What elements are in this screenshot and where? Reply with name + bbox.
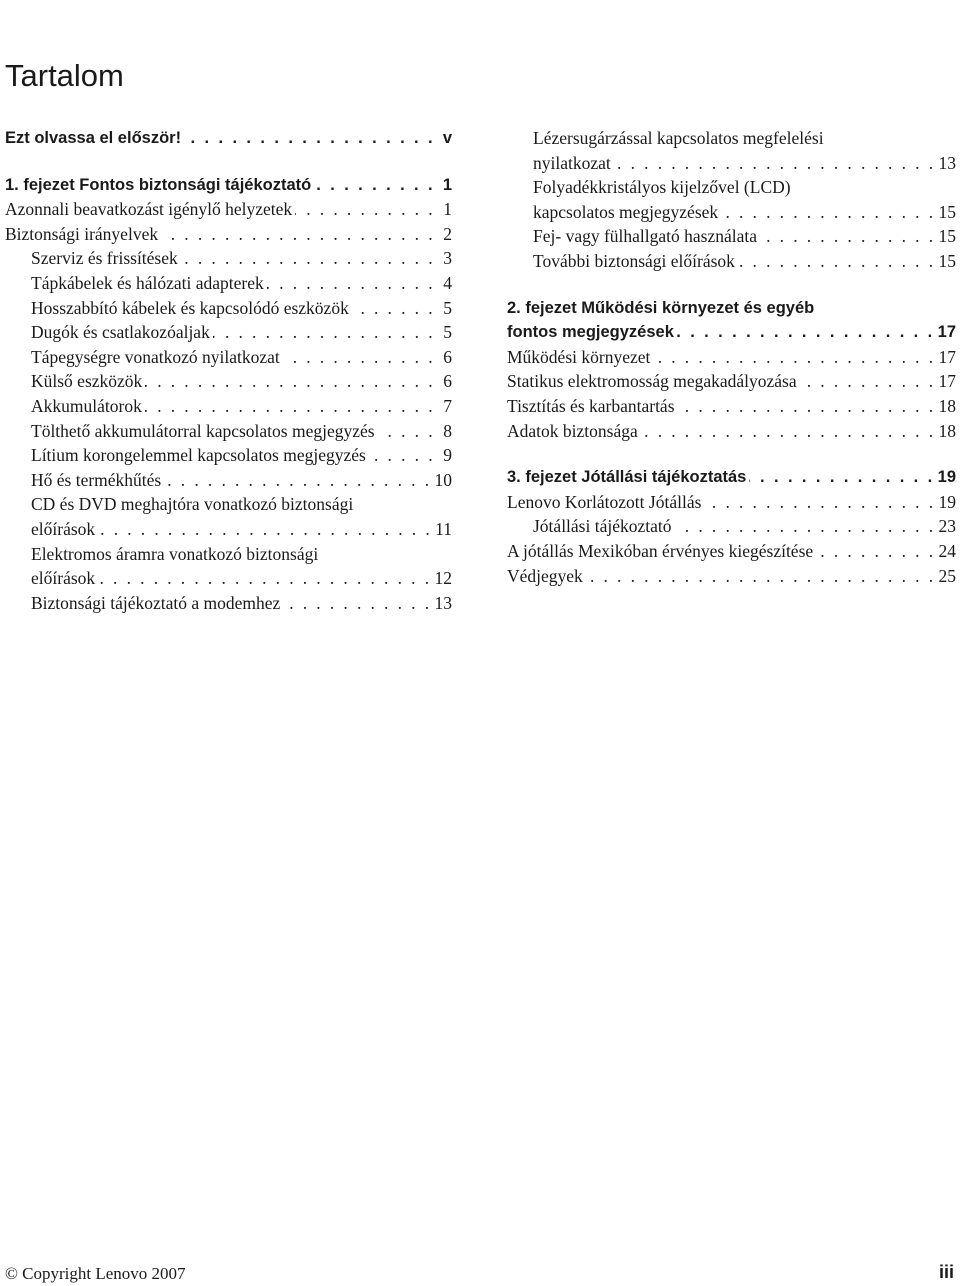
- toc-entry-title: Azonnali beavatkozást igénylő helyzetek: [5, 199, 293, 220]
- toc-entry[interactable]: [5, 369, 452, 394]
- toc-chapter-entry[interactable]: [5, 126, 452, 151]
- toc-page-number: v: [442, 129, 452, 147]
- toc-entry[interactable]: [5, 394, 452, 419]
- toc-page-number: 3: [443, 248, 452, 269]
- toc-chapter-entry[interactable]: [507, 465, 956, 490]
- dot-leader: [161, 222, 435, 247]
- toc-entry-title-continued: előírások: [31, 518, 96, 539]
- toc-page-number: 15: [938, 201, 956, 222]
- toc-entry-title: Tápegységre vonatkozó nyilatkozat: [31, 346, 280, 367]
- toc-entry-title: Ezt olvassa el először!: [5, 129, 182, 147]
- dot-leader: [586, 564, 936, 589]
- toc-page-number: 4: [443, 272, 452, 293]
- dot-leader: [295, 197, 435, 222]
- toc-page-number: 6: [443, 346, 452, 367]
- toc-entry-title: Hő és termékhűtés: [31, 469, 162, 490]
- toc-page-number: 5: [443, 322, 452, 343]
- toc-entry-title: Biztonsági irányelvek: [5, 223, 159, 244]
- toc-entry-title: Tölthető akkumulátorral kapcsolatos megjegyzés: [31, 420, 375, 441]
- toc-entry[interactable]: [507, 419, 956, 444]
- toc-entry[interactable]: [5, 468, 452, 493]
- toc-page-number: 1: [442, 175, 452, 194]
- toc-page-number: 17: [938, 346, 956, 367]
- toc-entry-title: Dugók és csatlakozóaljak: [31, 322, 210, 343]
- toc-page-number: 7: [443, 395, 452, 416]
- dot-leader: [675, 514, 936, 539]
- dot-leader: [800, 369, 936, 394]
- dot-leader: [283, 591, 431, 616]
- toc-page-number: 17: [937, 323, 956, 342]
- toc-entry-title: 3. fejezet Jótállási tájékoztatás: [507, 468, 747, 487]
- copyright-notice: © Copyright Lenovo 2007: [5, 1264, 186, 1283]
- dot-leader: [760, 224, 935, 249]
- toc-entry[interactable]: [507, 345, 956, 370]
- dot-leader: [314, 173, 435, 198]
- toc-entry-title: Tápkábelek és hálózati adapterek: [31, 272, 264, 293]
- toc-entry-title: Lézersugárzással kapcsolatos megfelelési: [533, 128, 824, 148]
- toc-page-number: 19: [938, 491, 956, 512]
- toc-entry-title: Szerviz és frissítések: [31, 248, 178, 269]
- toc-page-number: 8: [443, 420, 452, 441]
- toc-entry[interactable]: [5, 542, 452, 591]
- toc-entry[interactable]: [5, 591, 452, 616]
- toc-entry-title: Külső eszközök: [31, 371, 143, 392]
- toc-page-number: 12: [434, 568, 452, 589]
- toc-page-number: 9: [443, 445, 452, 466]
- dot-leader: [267, 271, 435, 296]
- dot-leader: [378, 419, 435, 444]
- toc-entry[interactable]: [507, 369, 956, 394]
- page-title: Tartalom: [5, 58, 124, 93]
- toc-entry[interactable]: [5, 492, 452, 541]
- toc-entry[interactable]: [507, 514, 956, 539]
- toc-entry-title: További biztonsági előírások: [533, 250, 735, 271]
- toc-entry[interactable]: [5, 296, 452, 321]
- toc-entry-title: Adatok biztonsága: [507, 420, 638, 441]
- dot-leader: [145, 394, 435, 419]
- toc-right-column: [507, 126, 956, 588]
- toc-entry[interactable]: [507, 249, 956, 274]
- dot-leader: [164, 468, 431, 493]
- toc-entry-title: Elektromos áramra vonatkozó biztonsági: [31, 543, 319, 564]
- page-number: iii: [938, 1262, 954, 1282]
- toc-entry-title: Biztonsági tájékoztató a modemhez: [31, 592, 281, 613]
- toc-entry[interactable]: [507, 490, 956, 515]
- toc-entry-title: Működési környezet: [507, 346, 651, 367]
- toc-entry-title-continued: előírások: [31, 568, 96, 589]
- toc-entry-title: Hosszabbító kábelek és kapcsolódó eszközök: [31, 297, 349, 318]
- toc-entry[interactable]: [5, 246, 452, 271]
- dot-leader: [721, 200, 935, 225]
- toc-page-number: 6: [443, 371, 452, 392]
- toc-entry[interactable]: [5, 197, 452, 222]
- dot-leader: [369, 443, 435, 468]
- toc-entry[interactable]: [507, 224, 956, 249]
- dot-leader: [704, 490, 935, 515]
- toc-entry[interactable]: [507, 126, 956, 175]
- dot-leader: [641, 419, 936, 444]
- toc-page-number: 13: [434, 592, 452, 613]
- toc-entry[interactable]: [507, 564, 956, 589]
- toc-entry-title: CD és DVD meghajtóra vonatkozó biztonsági: [31, 494, 354, 515]
- toc-page-number: 17: [938, 371, 956, 392]
- toc-entry[interactable]: [507, 175, 956, 224]
- dot-leader: [181, 246, 435, 271]
- toc-page-number: 15: [938, 250, 956, 271]
- toc-page-number: 2: [443, 223, 452, 244]
- toc-entry-title: Akkumulátorok: [31, 395, 142, 416]
- toc-entry[interactable]: [507, 539, 956, 564]
- dot-leader: [98, 566, 431, 591]
- toc-entry-title: Fej- vagy fülhallgató használata: [533, 226, 758, 247]
- toc-entry-title: Lítium korongelemmel kapcsolatos megjegyzés: [31, 445, 366, 466]
- dot-leader: [653, 345, 935, 370]
- dot-leader: [98, 517, 432, 542]
- toc-page-number: 1: [443, 199, 452, 220]
- toc-page-number: 23: [938, 516, 956, 537]
- dot-leader: [678, 394, 936, 419]
- toc-entry[interactable]: [5, 222, 452, 247]
- toc-entry-title-continued: kapcsolatos megjegyzések: [533, 201, 719, 222]
- toc-chapter-entry[interactable]: [507, 296, 956, 345]
- toc-page-number: 13: [938, 152, 956, 173]
- toc-page-number: 19: [937, 468, 956, 487]
- toc-page-number: 18: [938, 420, 956, 441]
- dot-leader: [614, 151, 936, 176]
- dot-leader: [749, 465, 934, 490]
- dot-leader: [816, 539, 935, 564]
- toc-entry-title: 1. fejezet Fontos biztonsági tájékoztató: [5, 175, 312, 194]
- dot-leader: [738, 249, 936, 274]
- dot-leader: [677, 320, 935, 345]
- toc-entry-title-continued: fontos megjegyzések: [507, 323, 674, 342]
- toc-left-column: [5, 126, 452, 615]
- dot-leader: [145, 369, 435, 394]
- toc-entry-title: Folyadékkristályos kijelzővel (LCD): [533, 177, 791, 198]
- toc-entry[interactable]: [5, 271, 452, 296]
- toc-entry[interactable]: [5, 345, 452, 370]
- toc-entry-title: 2. fejezet Működési környezet és egyéb: [507, 298, 815, 317]
- toc-page-number: 15: [938, 226, 956, 247]
- toc-entry-title: Jótállási tájékoztató: [533, 516, 672, 537]
- toc-page-number: 10: [434, 469, 452, 490]
- dot-leader: [184, 126, 435, 151]
- toc-entry-title: Tisztítás és karbantartás: [507, 395, 675, 416]
- toc-page-number: 25: [938, 565, 956, 586]
- toc-page-number: 24: [938, 540, 956, 561]
- toc-entry-title: Lenovo Korlátozott Jótállás: [507, 491, 702, 512]
- dot-leader: [283, 345, 435, 370]
- toc-entry-title: Statikus elektromosság megakadályozása: [507, 371, 797, 392]
- toc-entry-title: Védjegyek: [507, 565, 583, 586]
- toc-entry[interactable]: [507, 394, 956, 419]
- toc-page-number: 11: [435, 518, 452, 539]
- toc-entry[interactable]: [5, 320, 452, 345]
- toc-entry[interactable]: [5, 443, 452, 468]
- toc-chapter-entry[interactable]: [5, 173, 452, 198]
- toc-entry[interactable]: [5, 419, 452, 444]
- dot-leader: [213, 320, 435, 345]
- toc-page-number: 18: [938, 395, 956, 416]
- toc-entry-title-continued: nyilatkozat: [533, 152, 611, 173]
- toc-page-number: 5: [443, 297, 452, 318]
- toc-entry-title: A jótállás Mexikóban érvényes kiegészítése: [507, 540, 814, 561]
- dot-leader: [352, 296, 435, 321]
